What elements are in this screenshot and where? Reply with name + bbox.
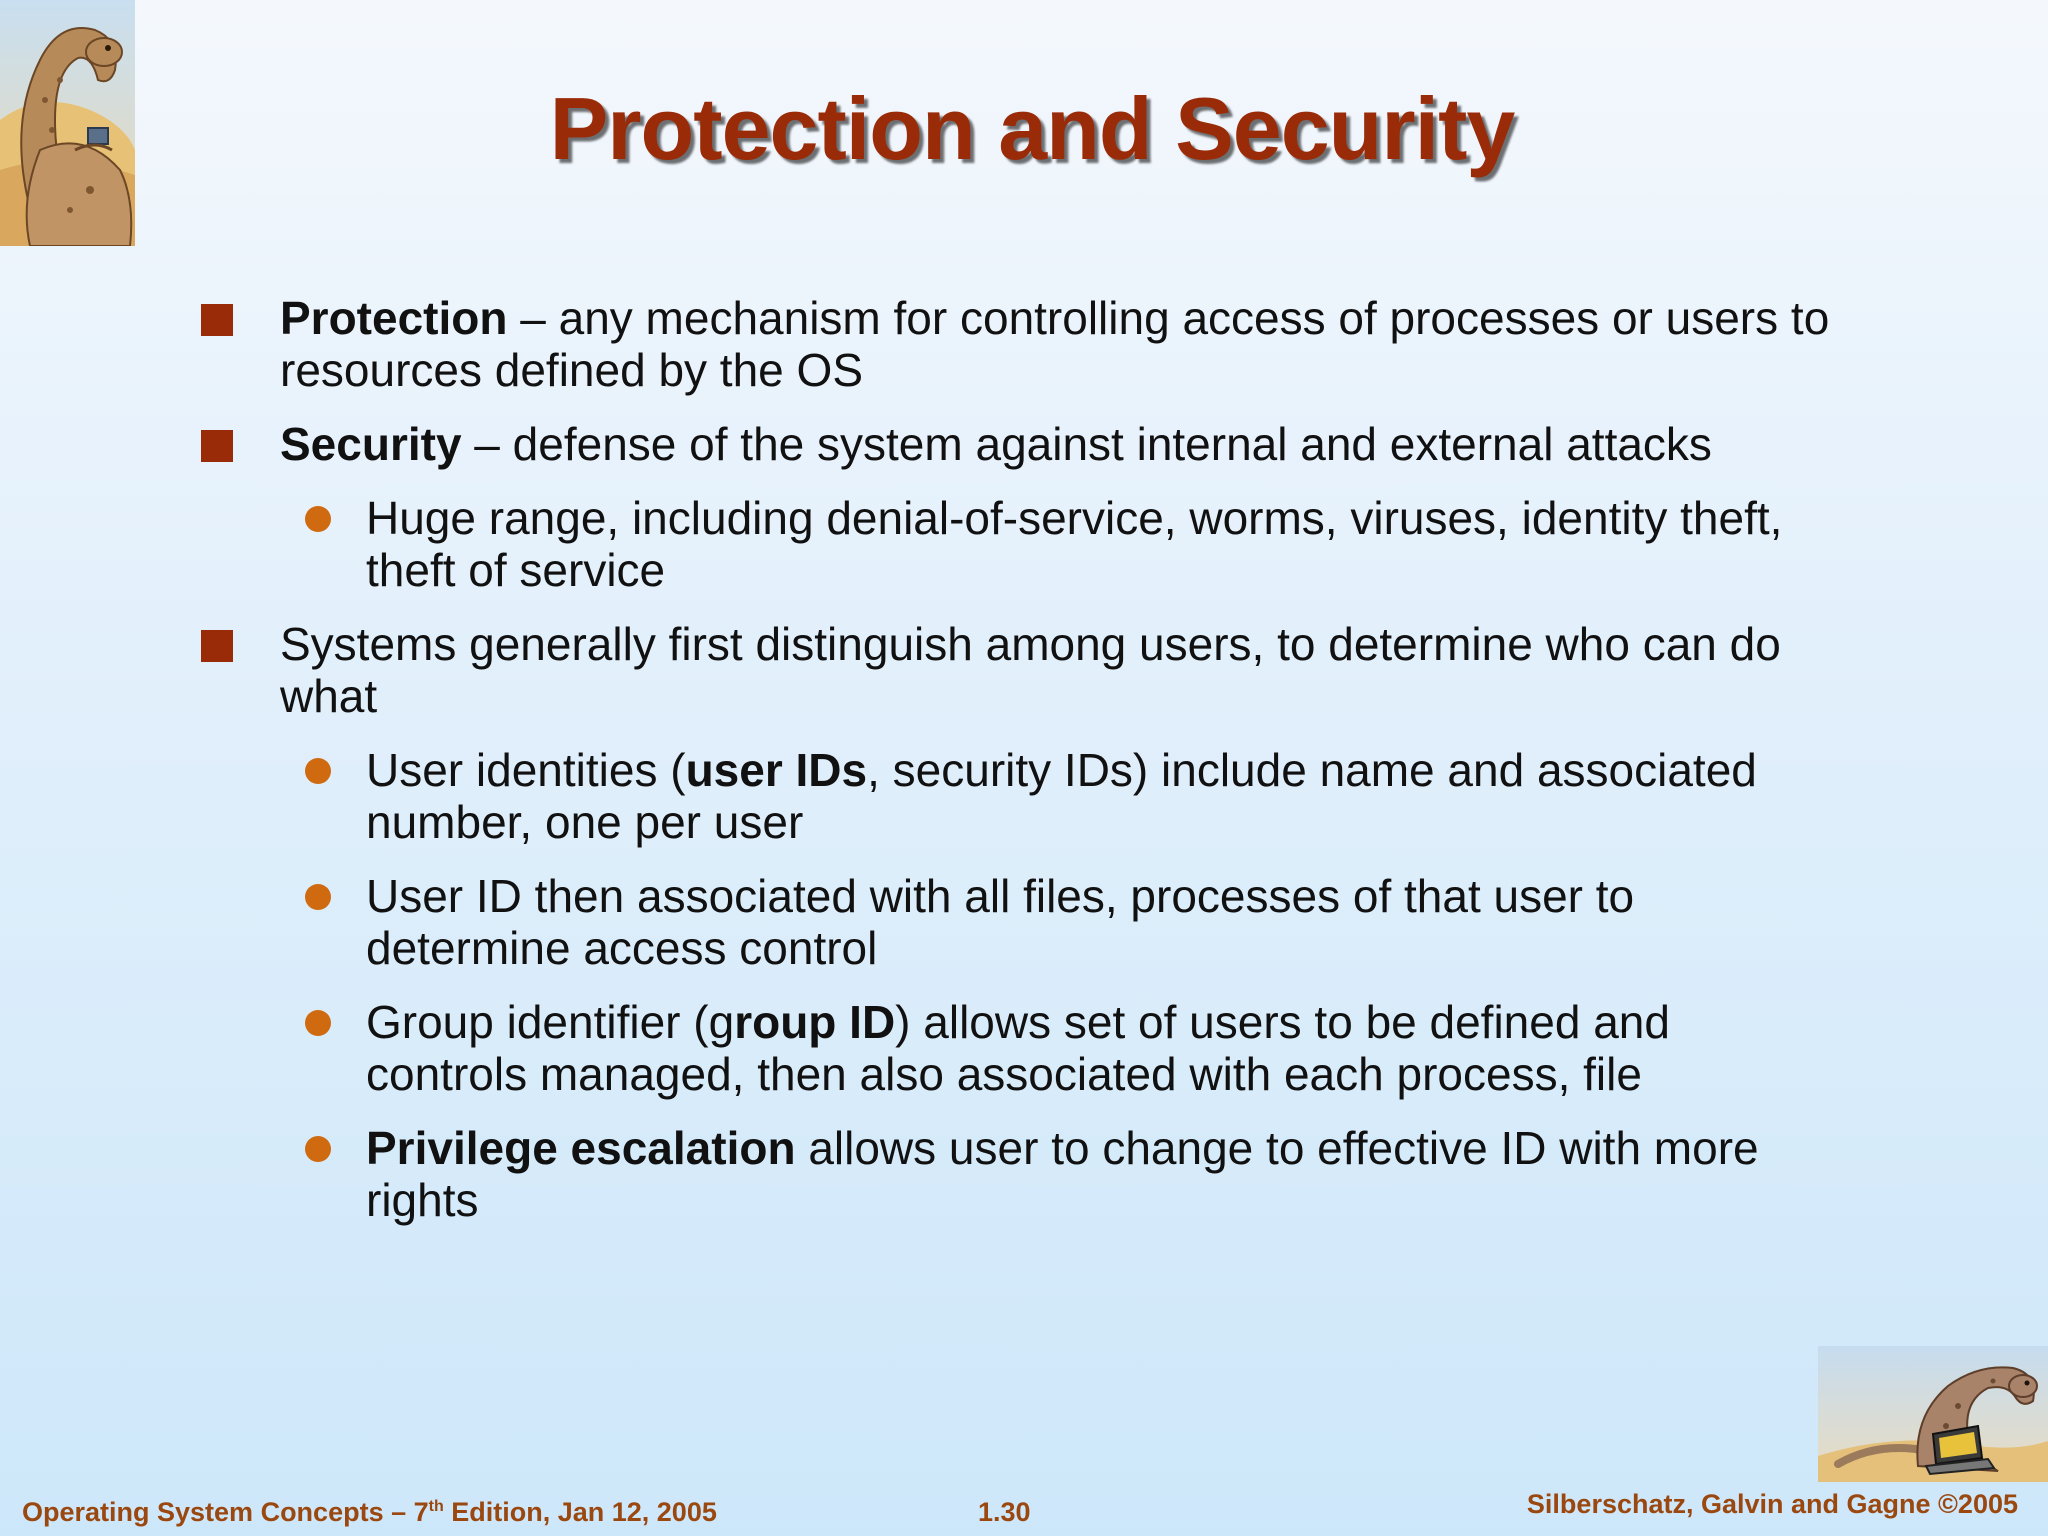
round-bullet-icon [305,758,331,784]
sub-bullet-item [198,744,1838,848]
sub-bullet-item [198,492,1838,596]
footer-text-post: Edition, Jan 12, 2005 [443,1497,717,1527]
bullet-text: – defense of the system against internal and external attacks [461,418,1712,470]
footer-authors: Silberschatz, Galvin and Gagne ©2005 [1526,1489,2018,1519]
bullet-item [198,418,1838,470]
bullet-text-post: , security IDs) include name and associated number, one per user [366,744,1757,848]
bullet-item [198,292,1838,396]
bullet-text: Huge range, including denial-of-service, worms, viruses, identity theft, theft of service [366,492,1783,596]
bullet-item [198,618,1838,722]
bullet-text: – any mechanism for controlling access of processes or users to resources defined by the OS [280,292,1830,396]
square-bullet-icon [201,430,233,462]
dinosaur-laptop-illustration-icon [1818,1346,2048,1482]
sub-bullet-item [198,1122,1838,1226]
footer-book-title [22,1497,717,1528]
bullet-text: User ID then associated with all files, processes of that user to determine access control [366,870,1635,974]
bullet-term: roup ID [734,996,896,1048]
bullet-term: Security [280,418,462,470]
sub-bullet-item [198,996,1838,1100]
bullet-text: allows user to change to effective ID with more rights [366,1122,1759,1226]
bullet-term: Privilege escalation [366,1122,796,1174]
footer-text-pre: Operating System Concepts – 7 [22,1497,429,1527]
square-bullet-icon [201,630,233,662]
square-bullet-icon [201,304,233,336]
bullet-list [198,292,1838,1248]
round-bullet-icon [305,884,331,910]
bullet-text-pre: User identities ( [366,744,686,796]
sub-bullet-item [198,870,1838,974]
page-number: 1.30 [978,1497,1031,1527]
bullet-text-post: ) allows set of users to be defined and controls managed, then also associated with each process, file [366,996,1670,1100]
bullet-text-pre: Group identifier (g [366,996,735,1048]
round-bullet-icon [305,1136,331,1162]
bullet-text: Systems generally first distinguish among users, to determine who can do what [280,618,1781,722]
bullet-term: Protection [280,292,508,344]
footer-superscript: th [428,1498,444,1515]
round-bullet-icon [305,1010,331,1036]
slide-title: Protection and Security [549,79,1515,178]
round-bullet-icon [305,506,331,532]
bullet-term: user IDs [685,744,868,796]
